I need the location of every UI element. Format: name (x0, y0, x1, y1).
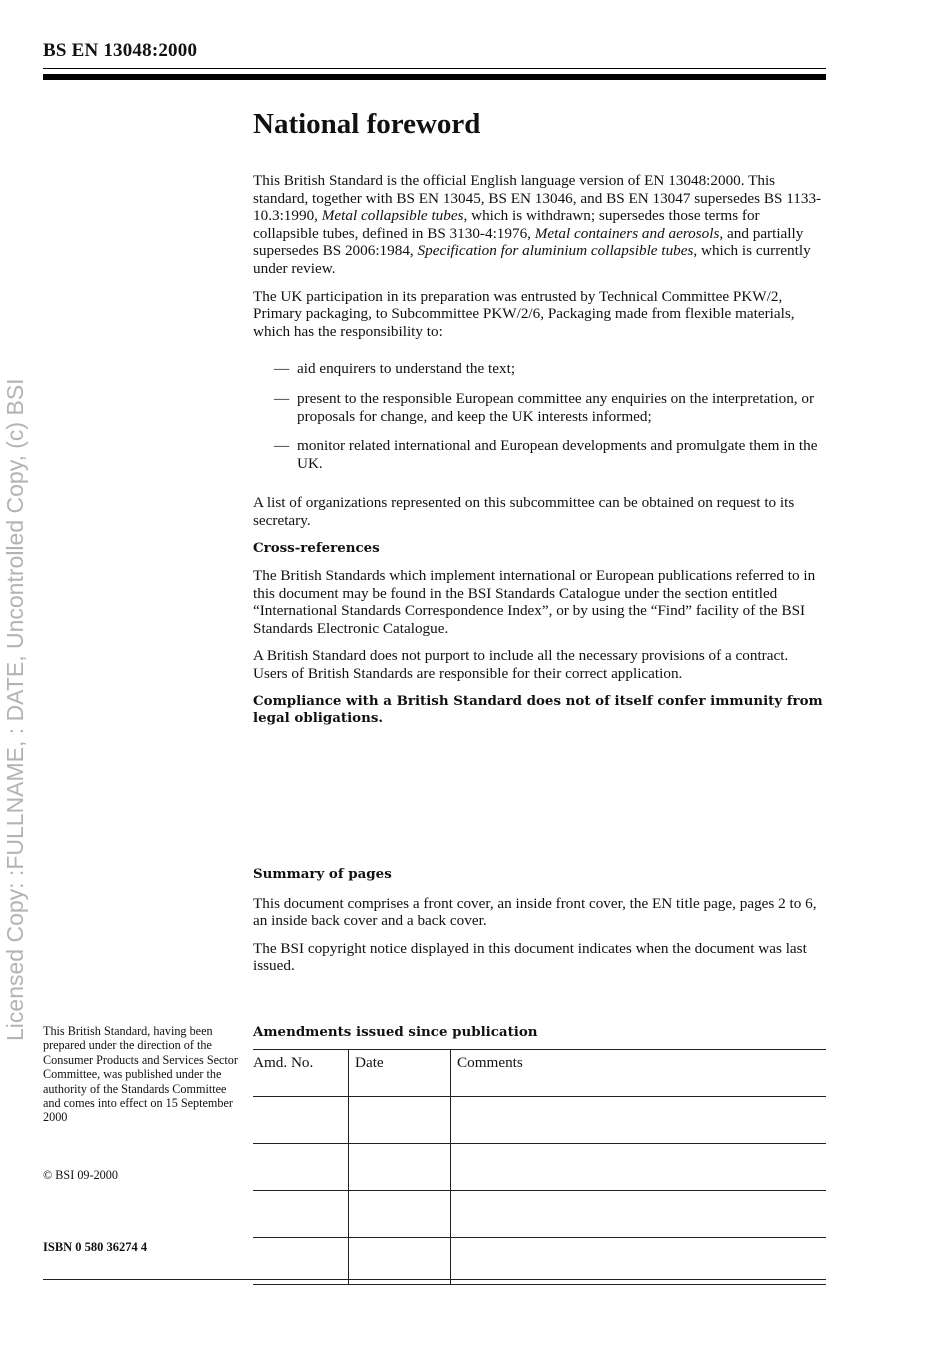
header-rule-thin (43, 68, 826, 69)
header-rule-thick (43, 74, 826, 80)
partially-superseded-standard-title: Specification for aluminium collapsible tubes (417, 242, 694, 260)
superseded-standard-title: Metal containers and aerosols (534, 224, 720, 242)
table-row (253, 1238, 826, 1285)
responsibility-list (253, 360, 826, 472)
column-header-comments: Comments (451, 1050, 827, 1097)
list-item: — aid enquirers to understand the text; (274, 360, 516, 378)
copyright-notice: © BSI 09-2000 (43, 1168, 118, 1182)
table-header-row (253, 1050, 826, 1097)
cross-references-paragraph: The British Standards which implement international or European publications referred to in this document may be found in the BSI Standards Catalogue under the section entitled “International Standards Correspondence Index”, or by using the “Find” facility of the BSI Standards Electronic Catalogue. (253, 567, 816, 637)
page-title: National foreword (253, 108, 481, 140)
list-item: — monitor related international and European developments and promulgate them in the UK. (274, 437, 818, 472)
amendments-heading: Amendments issued since publication (253, 1024, 538, 1040)
list-item: — present to the responsible European committee any enquiries on the interpretation, or proposals for change, and keep the UK interests informed; (274, 389, 815, 425)
table-row (253, 1191, 826, 1238)
withdrawn-standard-title: Metal collapsible tubes (321, 207, 464, 225)
summary-of-pages-section (253, 866, 826, 985)
column-header-amd-no: Amd. No. (253, 1050, 349, 1097)
table-row (253, 1097, 826, 1144)
column-header-date: Date (349, 1050, 451, 1097)
footer-rule (43, 1279, 826, 1280)
summary-paragraph-1: This document comprises a front cover, an inside front cover, the EN title page, pages 2 to 6, an inside back cover and a back cover. (253, 894, 817, 930)
summary-paragraph-2: The BSI copyright notice displayed in this document indicates when the document was last issued. (253, 939, 807, 975)
summary-heading: Summary of pages (253, 866, 392, 882)
document-number: BS EN 13048:2000 (43, 40, 198, 61)
foreword-paragraph-3: A list of organizations represented on this subcommittee can be obtained on request to its secretary. (253, 494, 795, 529)
table-row (253, 1144, 826, 1191)
cross-references-heading: Cross-references (253, 539, 380, 556)
publication-note: This British Standard, having been prepared under the direction of the Consumer Products and Services Sector Committee, was published under the authority of the Standards Committee and comes into effect on 15 September 2000 (43, 1024, 238, 1125)
foreword-paragraph-2: The UK participation in its preparation was entrusted by Technical Committee PKW/2, Primary packaging, to Subcommittee PKW/2/6, Packaging made from flexible materials, which has the responsibility to: (253, 287, 795, 340)
foreword-paragraph-1: This British Standard is the official English language version of EN 13048:2000. This standard, together with BS EN 13045, BS EN 13046, and BS EN 13047 supersedes BS 1133-10.3:1990, Metal collapsible tubes, which is withdrawn; supersedes those terms for collapsible tubes, defined in BS 3130-4:1976, Metal containers and aerosols, and partially supersedes BS 2006:1984, Specification for aluminium collapsible tubes, which is currently under review. (253, 172, 822, 277)
amendments-table (253, 1049, 826, 1285)
contract-paragraph: A British Standard does not purport to include all the necessary provisions of a contract. Users of British Standards are responsible for their correct application. (253, 647, 789, 683)
isbn: ISBN 0 580 36274 4 (43, 1240, 148, 1254)
national-foreword-section (253, 105, 826, 738)
compliance-statement: Compliance with a British Standard does not of itself confer immunity from legal obligations. (253, 692, 823, 727)
license-watermark: Licensed Copy: :FULLNAME, : DATE, Uncontrolled Copy, (c) BSI (2, 378, 28, 1041)
